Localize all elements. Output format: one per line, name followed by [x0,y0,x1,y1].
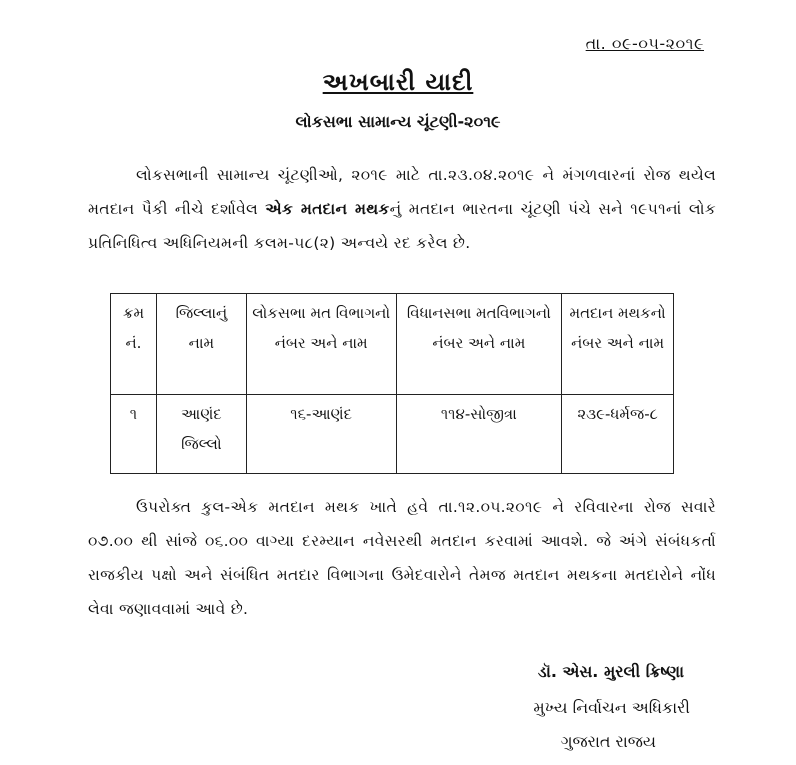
table-row [111,395,674,474]
intro-text-bold: એક મતદાન મથક [265,200,390,218]
column-header-vidhansabha: વિધાનસભા મતવિભાગનો નંબર અને નામ [396,294,562,395]
cell-vidhansabha: ૧૧૪-સોજીત્રા [396,395,562,474]
cell-loksabha: ૧૬-આણંદ [246,395,396,474]
cell-serial: ૧ [111,395,157,474]
column-header-polling-station: મતદાન મથકનો નંબર અને નામ [562,294,674,395]
signatory-state: ગુજરાત રાજય [560,732,656,751]
intro-text-part2: નું મતદાન ભારતના ચૂંટણી પંચે સને ૧૯૫૧નાં લોક પ્રતિનિધિત્વ અધિનિયમની કલમ-૫૮(૨) અન્વયે રદ કરેલ છે. [88,200,716,252]
cell-polling-station: ૨૩૯-ધર્મજ-૮ [562,395,674,474]
signatory-designation: મુખ્ય નિર્વાચન અધિકારી [533,698,690,717]
repoll-text: ઉપરોક્ત કુલ-એક મતદાન મથક ખાતે હવે તા.૧૨.૦૫.૨૦૧૯ ને રવિવારના રોજ સવારે ૦૭.૦૦ થી સાંજે ૦૬.૦૦ વાગ્યા દરમ્યાન નવેસરથી મતદાન કરવામાં આવશે. જે અંગે સંબંધકર્તા રાજકીય પક્ષો અને સંબંધિત મતદાર વિભાગના ઉમેદવારોને તેમજ મતદાન મથકના મતદારોને નોંધ લેવા જણાવવામાં આવે છે. [88,498,716,618]
signatory-name: ડૉ. એસ. મુરલી ક્રિષ્ણા [537,662,684,681]
page-title: અખબારી યાદી [322,68,474,96]
column-header-serial: ક્રમ નં. [111,294,157,395]
page-subtitle: લોકસભા સામાન્ય ચૂંટણી-૨૦૧૯ [295,112,501,131]
intro-text-part1: લોકસભાની સામાન્ય ચૂંટણીઓ, ૨૦૧૯ માટે તા.૨૩.૦૪.૨૦૧૯ ને મંગળવારનાં રોજ થયેલ મતદાન પૈકી નીચે દર્શાવેલ [88,166,716,218]
cell-district: આણંદ જિલ્લો [156,395,246,474]
table-header-row [111,294,674,395]
column-header-district: જિલ્લાનું નામ [156,294,246,395]
polling-station-table [110,293,674,474]
repoll-paragraph [88,490,716,626]
intro-paragraph [88,158,716,260]
release-date: તા. ૦૯-૦૫-૨૦૧૯ [585,34,704,53]
column-header-loksabha: લોકસભા મત વિભાગનો નંબર અને નામ [246,294,396,395]
